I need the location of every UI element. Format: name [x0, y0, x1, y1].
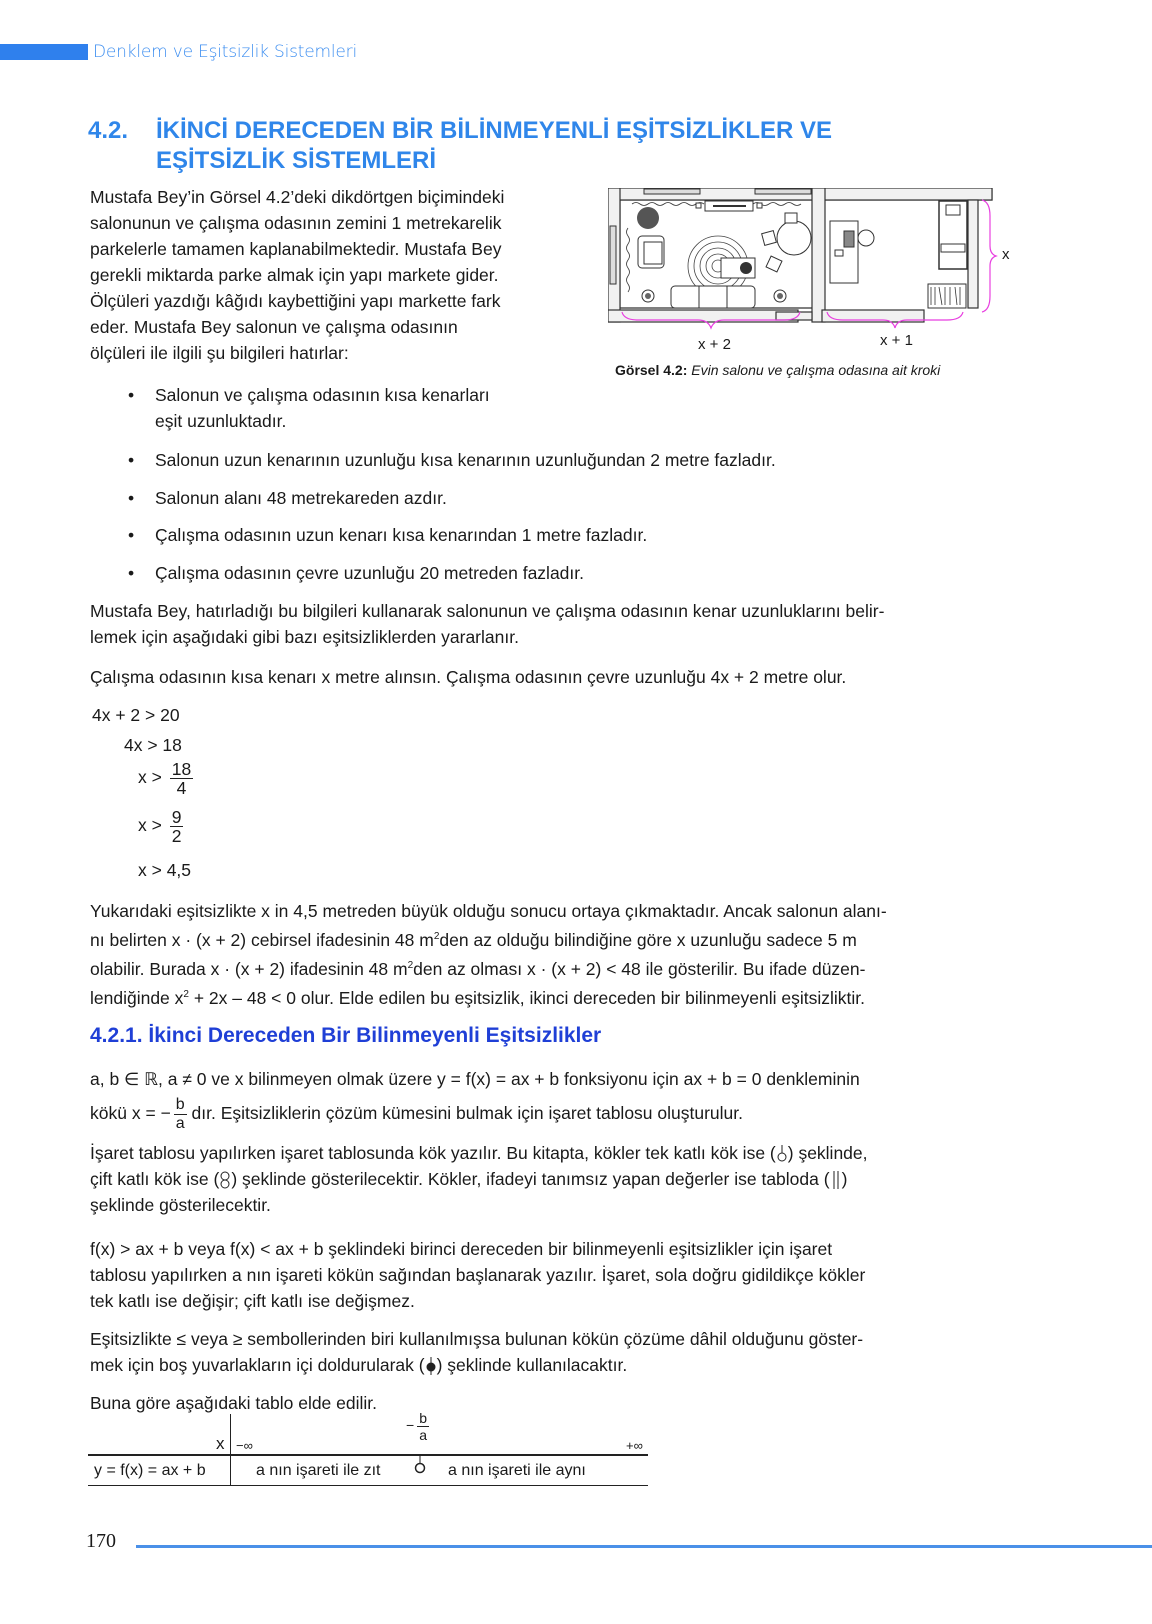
root-value: − $\frac{b}{a}$ — [406, 1410, 427, 1443]
paragraph-definition: a, b ∈ ℝ, a ≠ 0 ve x bilinmeyen olmak üzere y = f(x) = ax + b fonksiyonu için ax + b = 0 denkleminin kökü x = − $\frac{b}{a}$ dır. Eşitsizliklerin çözüm kümesini bulmak için işaret tablosu oluşturulur. — [90, 1069, 860, 1132]
paragraph-assumption: Çalışma odasının kısa kenarı x metre alınsın. Çalışma odasının çevre uzunluğu 4x + 2 metre olur. — [90, 667, 847, 687]
fraction: $\frac{9}{2}$ — [171, 807, 182, 846]
table-horizontal-divider — [88, 1454, 648, 1456]
row-label: y = f(x) = ax + b — [94, 1462, 206, 1479]
study-width-label: x + 1 — [880, 332, 913, 349]
paragraph-table-intro: Buna göre aşağıdaki tablo elde edilir. — [90, 1393, 378, 1413]
intro-line: Ölçüleri yazdığı kâğıdı kaybettiğini yapı markette fark — [90, 291, 501, 311]
table-bottom-border — [88, 1485, 648, 1486]
left-sign-cell: a nın işareti ile zıt — [256, 1462, 381, 1479]
single-root-icon — [414, 1454, 426, 1476]
section-heading — [88, 116, 832, 176]
filled-root-icon — [425, 1357, 437, 1375]
paragraph-area-inequality: Yukarıdaki eşitsizlikte x in 4,5 metreden büyük olduğu sonucu ortaya çıkmaktadır. Ancak salonun alanı- nı belirten x · (x + 2) cebirsel ifadesinin 48 $m^2den$ az olduğu bilindiğine göre x uzunluğu sadece 5 m olabilir. Burada x · (x + 2) ifadesinin 48 $m^2den$ az olması x · (x + 2) < 48 ile gösterilir. Bu ifade düzen- lendiğinde $x^2 + 2x - 48 < 0$ olur. Elde edilen bu eşitsizlik, ikinci dereceden bir bilinmeyenli eşitsizliktir. — [90, 901, 887, 1008]
step-5: x > 4,5 — [138, 860, 192, 880]
intro-line: parkelerle tamamen kaplanabilmektedir. Mustafa Bey — [90, 239, 502, 259]
header-accent-bar — [0, 44, 88, 60]
sign-table — [88, 1410, 648, 1484]
step-2: 4x > 18 — [124, 735, 182, 755]
fraction: $\frac{18}{4}$ — [171, 759, 192, 798]
undefined-bars-icon — [830, 1171, 842, 1189]
paragraph-method: Mustafa Bey, hatırladığı bu bilgileri kullanarak salonunun ve çalışma odasının kenar uzunluklarını belir- lemek için aşağıdaki gibi bazı eşitsizliklerden yararlanır. — [90, 601, 885, 647]
intro-line: ölçüleri ile ilgili şu bilgileri hatırlar: — [90, 343, 349, 363]
table-vertical-divider — [230, 1414, 231, 1486]
footer-rule — [136, 1545, 1152, 1548]
section-number: 4.2. — [88, 117, 129, 144]
step-4: x > $\frac{9}{2}$ — [138, 807, 182, 846]
neg-infinity: −∞ — [236, 1438, 253, 1453]
double-root-icon — [219, 1171, 231, 1189]
paragraph-sign-rule: f(x) > ax + b veya f(x) < ax + b şeklindeki birinci dereceden bir bilinmeyenli eşitsizlikler için işaret tablosu yapılırken a nın işareti kökün sağından başlanarak yazılır. İşaret, sola doğru gidildikçe kökler tek katlı ise değişir; çift katlı ise değişmez. — [90, 1239, 866, 1311]
running-title: Denklem ve Eşitsizlik Sistemleri — [93, 42, 357, 62]
bullet-icon: • — [128, 450, 135, 470]
intro-line: eder. Mustafa Bey salonun ve çalışma odasının — [90, 317, 458, 337]
pos-infinity: +∞ — [626, 1438, 643, 1453]
intro-line: salonunun ve çalışma odasının zemini 1 metrekarelik — [90, 213, 502, 233]
step-3: x > $\frac{18}{4}$ — [138, 759, 192, 798]
room-height-label: x — [1002, 246, 1010, 263]
caption-label: Görsel 4.2: — [615, 362, 688, 378]
x-header: x — [216, 1434, 225, 1453]
subsection-heading: 4.2.1. İkinci Dereceden Bir Bilinmeyenli Eşitsizlikler — [90, 1024, 602, 1047]
figure-caption — [615, 362, 940, 378]
paragraph-closed-root: Eşitsizlikte ≤ veya ≥ sembollerinden biri kullanılmışsa bulunan kökün çözüme dâhil olduğunu göster- mek için boş yuvarlakların içi doldurularak ( ) şeklinde kullanılacaktır. — [90, 1329, 864, 1375]
intro-paragraph — [90, 184, 590, 366]
bullet-icon: • — [128, 488, 135, 508]
page-number: 170 — [86, 1530, 116, 1552]
section-title-line2: EŞİTSİZLİK SİSTEMLERİ — [156, 147, 437, 174]
intro-line: gerekli miktarda parke almak için yapı markete gider. — [90, 265, 499, 285]
bullet-icon: • — [128, 525, 135, 545]
bullet-icon: • — [128, 385, 135, 405]
single-root-icon — [776, 1145, 788, 1163]
section-title-line1: İKİNCİ DERECEDEN BİR BİLİNMEYENLİ EŞİTSİZLİKLER VE — [156, 117, 833, 144]
step-1: 4x + 2 > 20 — [92, 705, 180, 725]
bullet-icon: • — [128, 563, 135, 583]
paragraph-root-symbols: İşaret tablosu yapılırken işaret tablosunda kök yazılır. Bu kitapta, kökler tek katlı kök ise ( ) şeklinde, çift katlı kök ise ( ) şeklinde gösterilecektir. Kökler, ifadeyi tanımsız yapan değerler ise tabloda ( ) şeklinde gösterilecektir. — [90, 1143, 868, 1215]
salon-width-label: x + 2 — [698, 336, 731, 353]
caption-text: Evin salonu ve çalışma odasına ait kroki — [691, 362, 941, 378]
right-sign-cell: a nın işareti ile aynı — [448, 1462, 586, 1479]
floor-plan-sketch — [608, 188, 1020, 338]
intro-line: Mustafa Bey’in Görsel 4.2’deki dikdörtgen biçimindeki — [90, 187, 505, 207]
floor-plan-figure — [608, 188, 1020, 353]
fraction: $\frac{b}{a}$ — [175, 1096, 185, 1132]
